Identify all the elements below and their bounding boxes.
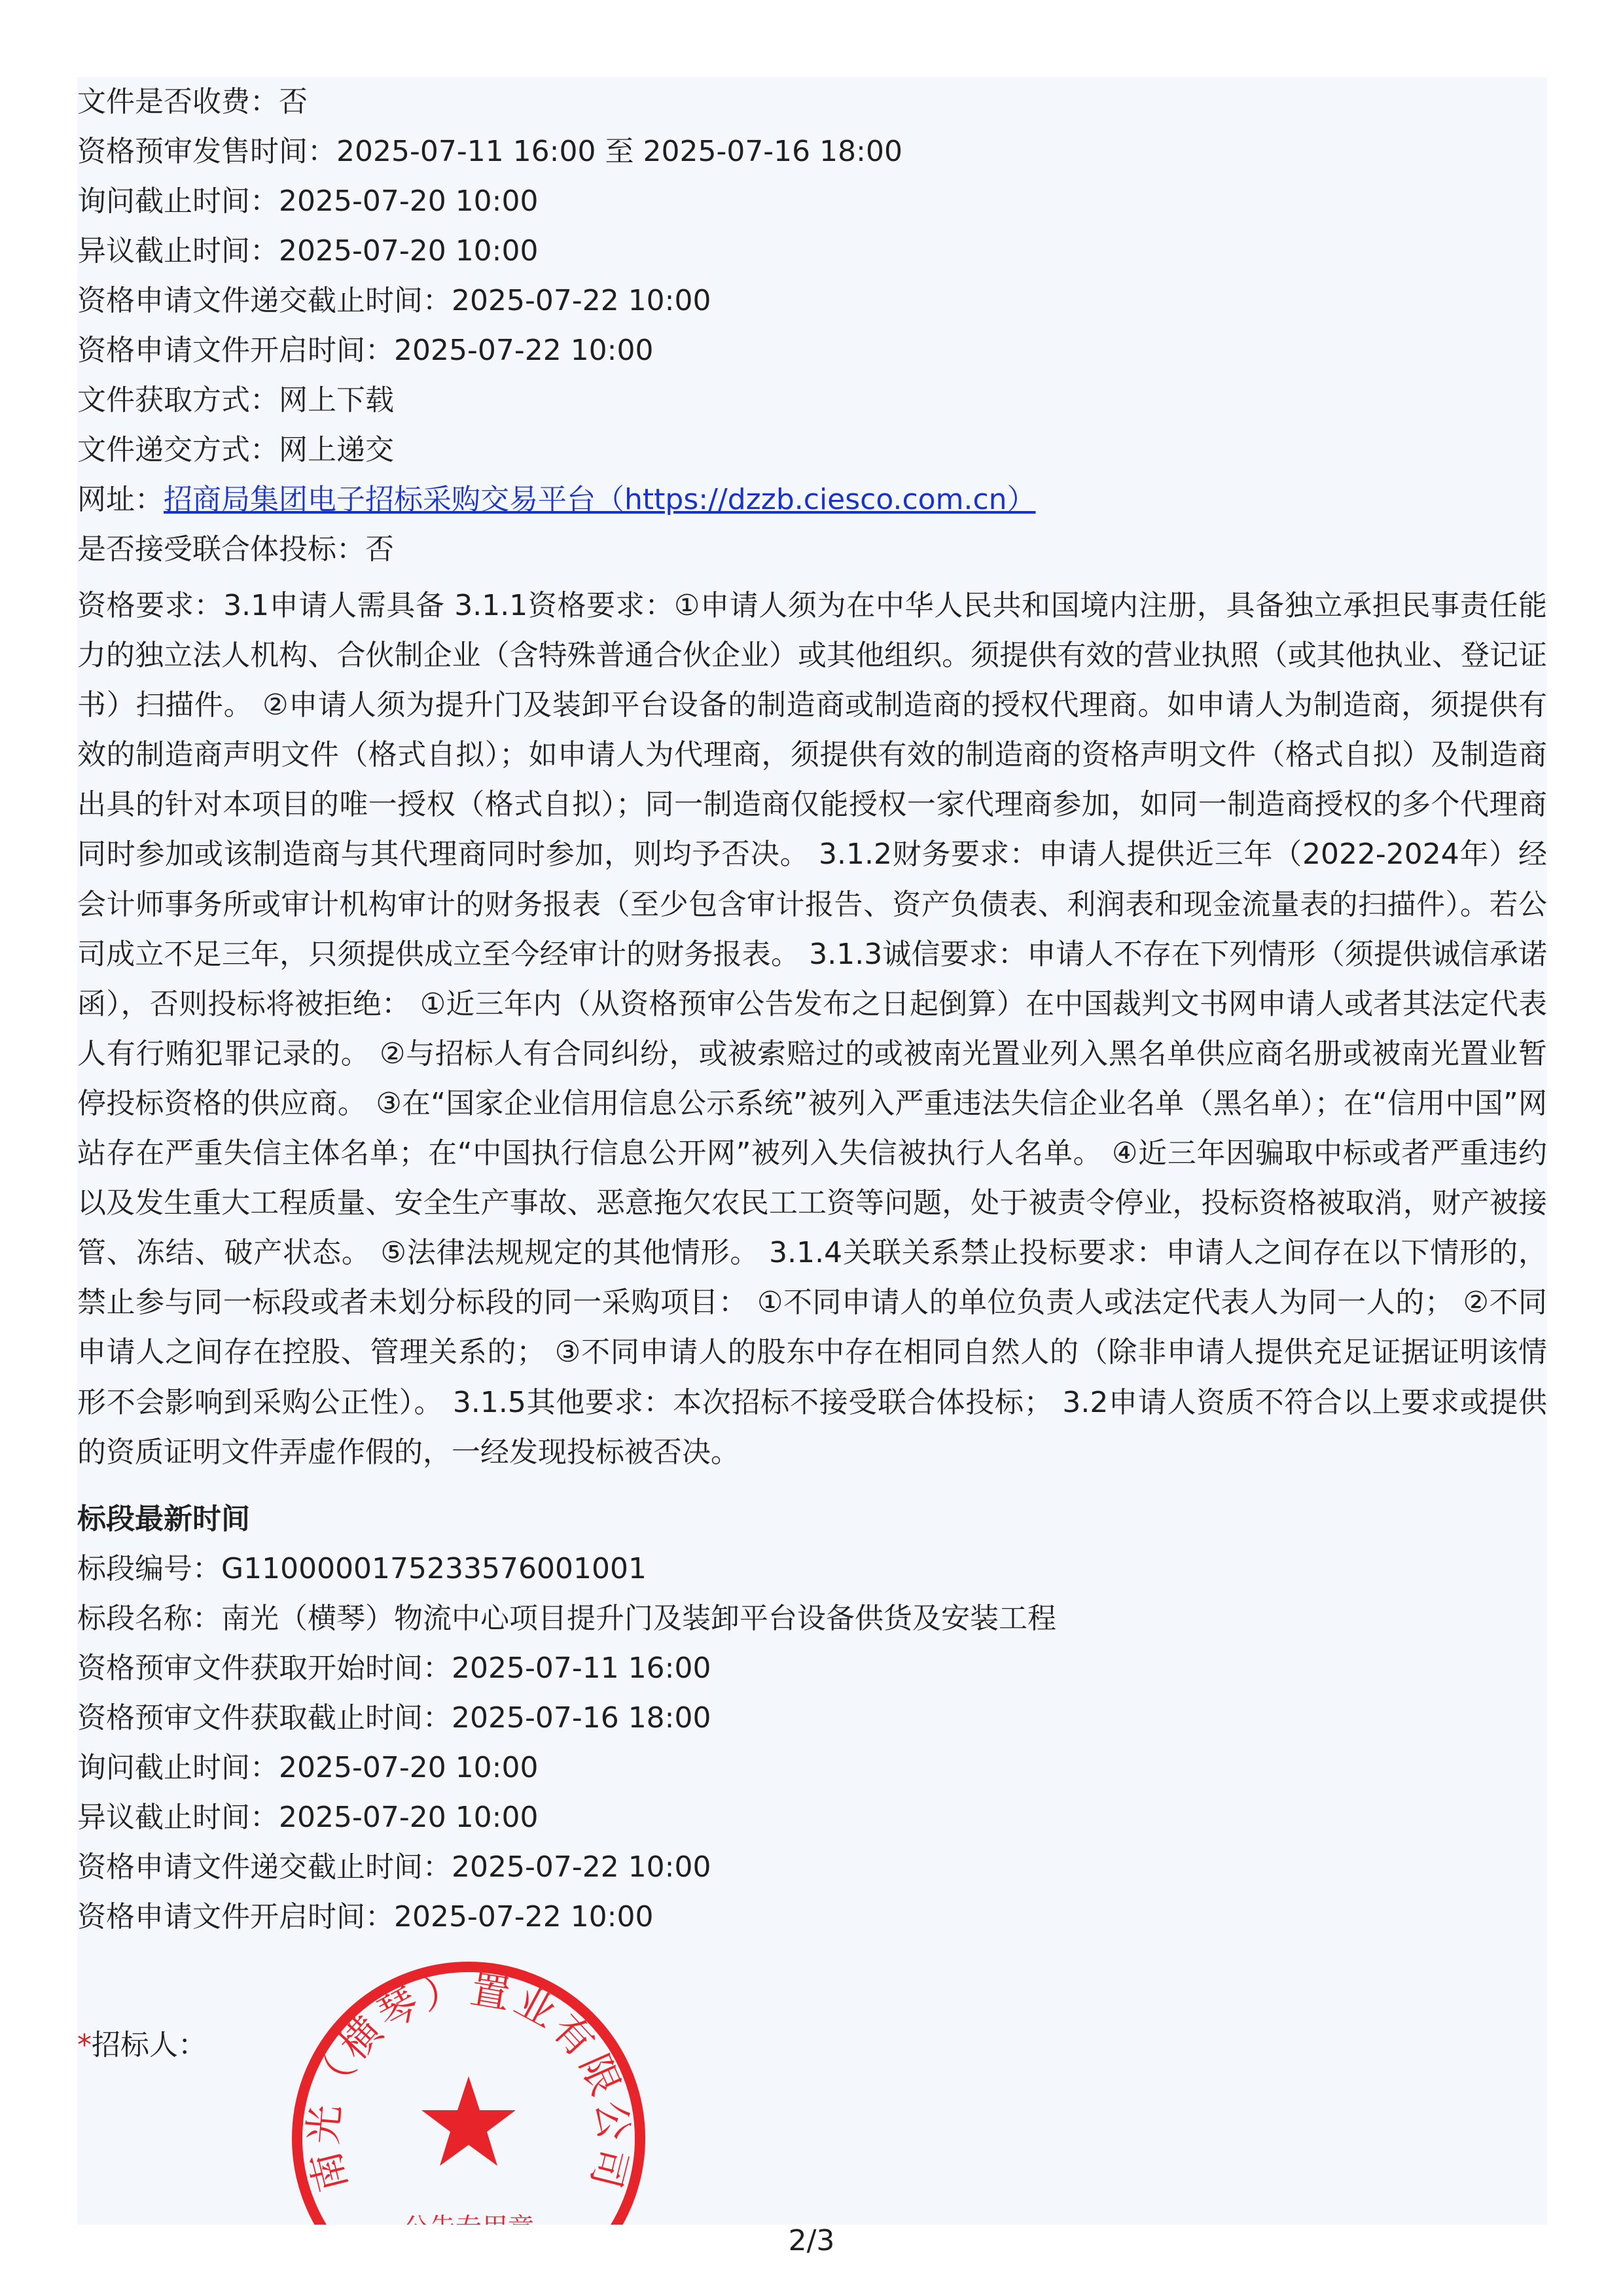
- opening-time: 资格申请文件开启时间：2025-07-22 10:00: [77, 334, 654, 367]
- prequal-sale-time: 资格预审发售时间：2025-07-11 16:00 至 2025-07-16 18:00: [77, 135, 902, 168]
- section-name: 标段名称：南光（横琴）物流中心项目提升门及装卸平台设备供货及安装工程: [77, 1602, 1056, 1635]
- required-asterisk: *: [77, 2028, 92, 2062]
- seal-sub-text: 公告专用章: [403, 2213, 534, 2243]
- section-acquire-start: 资格预审文件获取开始时间：2025-07-11 16:00: [77, 1651, 711, 1685]
- website-label: 网址：: [77, 483, 164, 516]
- seal-star-icon: [421, 2076, 516, 2166]
- document-acquisition-method: 文件获取方式：网上下载: [77, 383, 394, 417]
- tenderer-label: 招标人：: [92, 2028, 207, 2062]
- document-submission-method: 文件递交方式：网上递交: [77, 433, 394, 467]
- section-objection-deadline: 异议截止时间：2025-07-20 10:00: [77, 1801, 539, 1834]
- section-opening-time: 资格申请文件开启时间：2025-07-22 10:00: [77, 1900, 654, 1934]
- section-number: 标段编号：G1100000175233576001001: [77, 1552, 647, 1585]
- page-number: 2/3: [788, 2224, 835, 2257]
- section-acquire-end: 资格预审文件获取截止时间：2025-07-16 18:00: [77, 1701, 711, 1735]
- fee-line: 文件是否收费：否: [77, 85, 308, 118]
- consortium-line: 是否接受联合体投标：否: [77, 533, 394, 566]
- company-seal-stamp: [285, 1955, 652, 2243]
- document-body: [77, 77, 1547, 2243]
- submission-deadline: 资格申请文件递交截止时间：2025-07-22 10:00: [77, 284, 711, 317]
- section-submission-deadline: 资格申请文件递交截止时间：2025-07-22 10:00: [77, 1850, 711, 1884]
- website-link[interactable]: 招商局集团电子招标采购交易平台（https://dzzb.ciesco.com.cn）: [164, 483, 1036, 516]
- seal-text: 南光（横琴）置业有限公司: [300, 1966, 637, 2197]
- inquiry-deadline: 询问截止时间：2025-07-20 10:00: [77, 185, 539, 218]
- section-title: 标段最新时间: [77, 1502, 250, 1536]
- section-inquiry-deadline: 询问截止时间：2025-07-20 10:00: [77, 1751, 539, 1784]
- website-line: [77, 475, 1547, 525]
- objection-deadline: 异议截止时间：2025-07-20 10:00: [77, 234, 539, 268]
- qualification-requirements: 资格要求：3.1申请人需具备 3.1.1资格要求：①申请人须为在中华人民共和国境内注册，具备独立承担民事责任能力的独立法人机构、合伙制企业（含特殊普通合伙企业）或其他组织。须提供有效的营业执照（或其他执业、登记证书）扫描件。 ②申请人须为提升门及装卸平台设备的制造商或制造商的授权代理商。如申请人为制造商，须提供有效的制造商声明文件（格式自拟）；如申请人为代理商，须提供有效的制造商的资格声明文件（格式自拟）及制造商出具的针对本项目的唯一授权（格式自拟）；同一制造商仅能授权一家代理商参加，如同一制造商授权的多个代理商同时参加或该制造商与其代理商同时参加，则均予否决。 3.1.2财务要求：申请人提供近三年（2022-2024年）经会计师事务所或审计机构审计的财务报表（至少包含审计报告、资产负债表、利润表和现金流量表的扫描件）。若公司成立不足三年，只须提供成立至今经审计的财务报表。 3.1.3诚信要求：申请人不存在下列情形（须提供诚信承诺函），否则投标将被拒绝： ①近三年内（从资格预审公告发布之日起倒算）在中国裁判文书网申请人或者其法定代表人有行贿犯罪记录的。 ②与招标人有合同纠纷，或被索赔过的或被南光置业列入黑名单供应商名册或被南光置业暂停投标资格的供应商。 ③在“国家企业信用信息公示系统”被列入严重违法失信企业名单（黑名单）；在“信用中国”网站存在严重失信主体名单；在“中国执行信息公开网”被列入失信被执行人名单。 ④近三年因骗取中标或者严重违约以及发生重大工程质量、安全生产事故、恶意拖欠农民工工资等问题，处于被责令停业，投标资格被取消，财产被接管、冻结、破产状态。 ⑤法律法规规定的其他情形。 3.1.4关联关系禁止投标要求：申请人之间存在以下情形的，禁止参与同一标段或者未划分标段的同一采购项目： ①不同申请人的单位负责人或法定代表人为同一人的； ②不同申请人之间存在控股、管理关系的； ③不同申请人的股东中存在相同自然人的（除非申请人提供充足证据证明该情形不会影响到采购公正性）。 3.1.5其他要求：本次招标不接受联合体投标； 3.2申请人资质不符合以上要求或提供的资质证明文件弄虚作假的，一经发现投标被否决。: [77, 589, 1547, 1469]
